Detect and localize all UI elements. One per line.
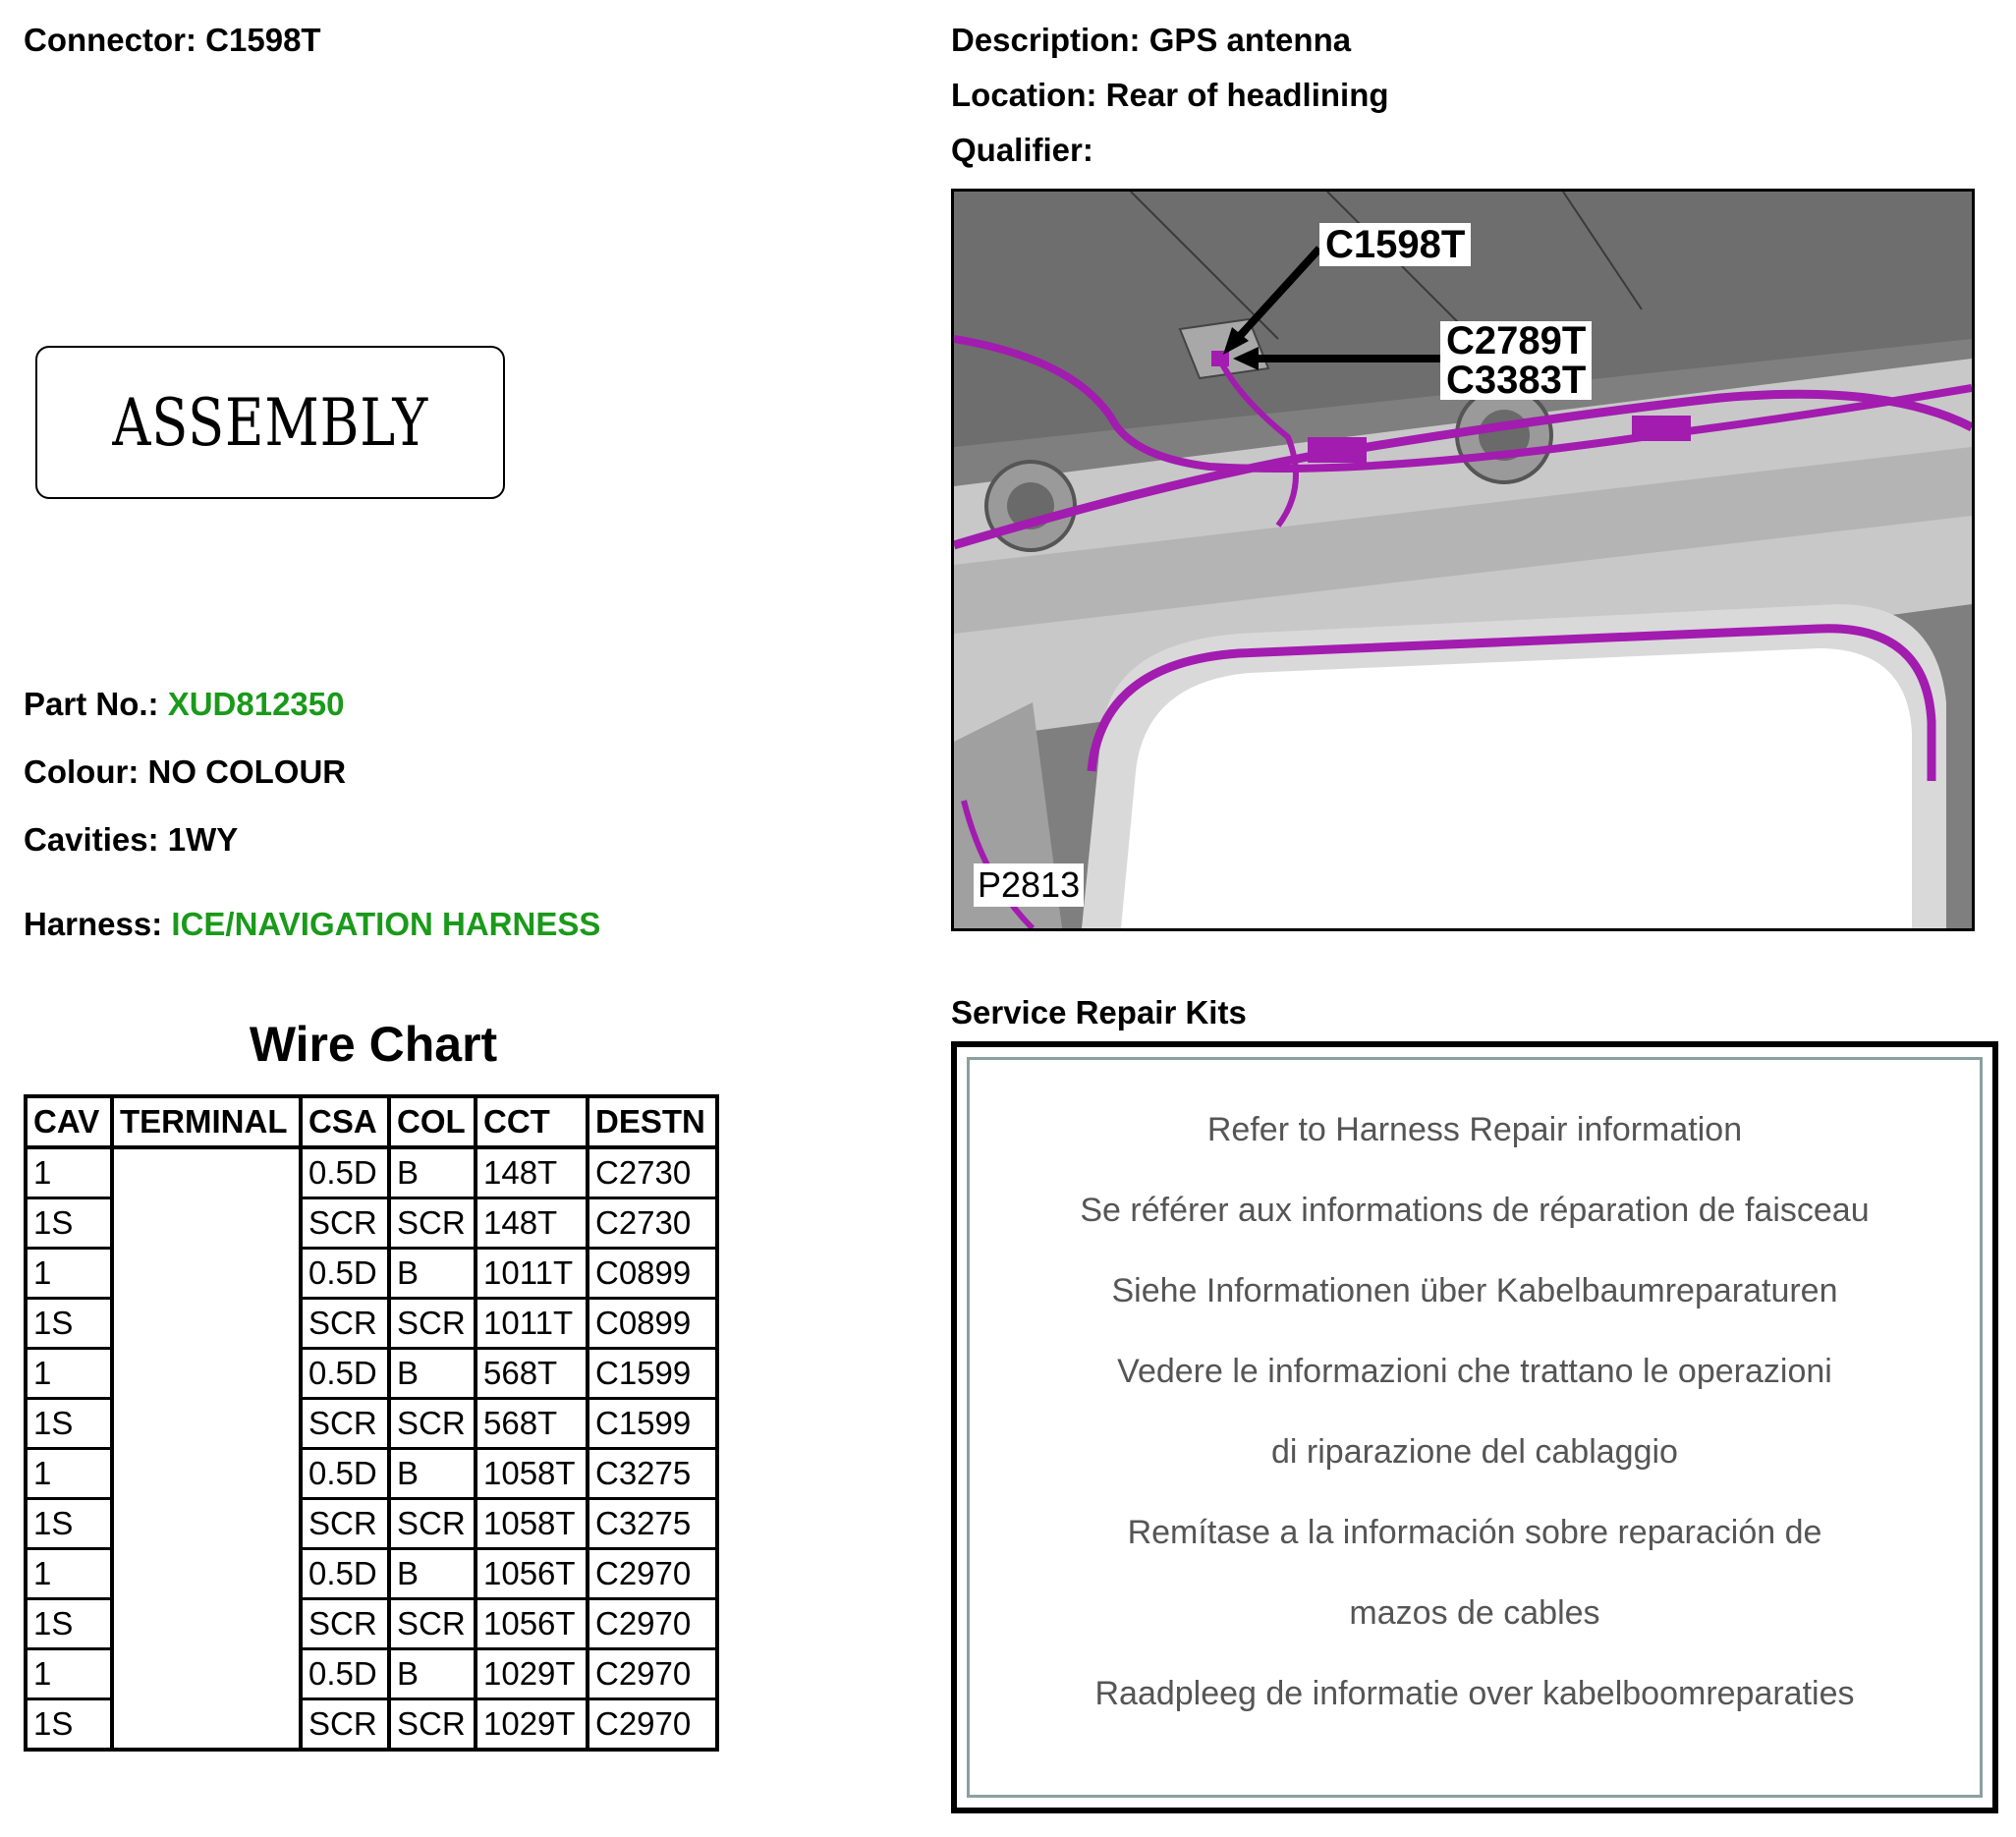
cell-cct: 1058T bbox=[476, 1449, 588, 1499]
cell-cct: 1056T bbox=[476, 1599, 588, 1649]
repair-line-en: Refer to Harness Repair information bbox=[1206, 1111, 1743, 1148]
harness-connector-shape bbox=[1308, 437, 1367, 463]
cell-csa: 0.5D bbox=[301, 1147, 389, 1198]
cell-cav: 1 bbox=[26, 1649, 112, 1699]
cell-csa: SCR bbox=[301, 1198, 389, 1249]
col-header-cav: CAV bbox=[26, 1096, 112, 1147]
cell-col: B bbox=[389, 1249, 476, 1299]
location-value: Rear of headlining bbox=[1105, 77, 1389, 113]
cell-cct: 148T bbox=[476, 1198, 588, 1249]
cavities-field bbox=[24, 821, 238, 859]
cell-cct: 568T bbox=[476, 1349, 588, 1399]
cell-csa: SCR bbox=[301, 1699, 389, 1751]
cell-terminal bbox=[112, 1549, 301, 1599]
headlining-illustration bbox=[954, 192, 1972, 928]
cell-col: B bbox=[389, 1349, 476, 1399]
table-row bbox=[26, 1399, 717, 1449]
sunroof-opening-shape bbox=[1121, 648, 1912, 928]
cell-col: SCR bbox=[389, 1699, 476, 1751]
cavities-value: 1WY bbox=[167, 821, 239, 858]
callout-c3383t: C3383T bbox=[1446, 359, 1587, 402]
cell-cav: 1 bbox=[26, 1449, 112, 1499]
repair-line-it-2: di riparazione del cablaggio bbox=[1271, 1433, 1678, 1471]
cell-cct: 1029T bbox=[476, 1699, 588, 1751]
cell-cav: 1 bbox=[26, 1147, 112, 1198]
callout-c1598t: C1598T bbox=[1319, 223, 1471, 266]
cell-cav: 1S bbox=[26, 1599, 112, 1649]
cell-col: SCR bbox=[389, 1399, 476, 1449]
table-row bbox=[26, 1147, 717, 1198]
col-header-cct: CCT bbox=[476, 1096, 588, 1147]
table-row bbox=[26, 1198, 717, 1249]
cell-destn: C3275 bbox=[588, 1499, 717, 1549]
cell-cct: 148T bbox=[476, 1147, 588, 1198]
cell-cav: 1 bbox=[26, 1549, 112, 1599]
cell-cct: 568T bbox=[476, 1399, 588, 1449]
cell-cav: 1S bbox=[26, 1198, 112, 1249]
col-header-destn: DESTN bbox=[588, 1096, 717, 1147]
col-header-terminal: TERMINAL bbox=[112, 1096, 301, 1147]
cell-csa: 0.5D bbox=[301, 1249, 389, 1299]
cell-csa: SCR bbox=[301, 1499, 389, 1549]
cell-terminal bbox=[112, 1649, 301, 1699]
harness-link[interactable]: ICE/NAVIGATION HARNESS bbox=[171, 906, 601, 942]
wire-chart-table bbox=[24, 1094, 719, 1752]
cell-destn: C3275 bbox=[588, 1449, 717, 1499]
repair-line-es-1: Remítase a la información sobre reparación de bbox=[1127, 1514, 1822, 1551]
connector-value: C1598T bbox=[205, 22, 321, 58]
cell-terminal bbox=[112, 1399, 301, 1449]
cell-destn: C2970 bbox=[588, 1699, 717, 1751]
repair-line-it-1: Vedere le informazioni che trattano le operazioni bbox=[1117, 1353, 1832, 1390]
repair-line-de: Siehe Informationen über Kabelbaumreparaturen bbox=[1111, 1272, 1838, 1309]
table-row bbox=[26, 1649, 717, 1699]
cell-destn: C2970 bbox=[588, 1549, 717, 1599]
cell-destn: C1599 bbox=[588, 1399, 717, 1449]
location-photo bbox=[951, 189, 1975, 931]
colour-value: NO COLOUR bbox=[147, 753, 347, 790]
cell-col: SCR bbox=[389, 1599, 476, 1649]
cell-col: SCR bbox=[389, 1499, 476, 1549]
callout-c2789t: C2789T bbox=[1446, 319, 1587, 362]
cell-cav: 1S bbox=[26, 1299, 112, 1349]
cell-col: B bbox=[389, 1147, 476, 1198]
cell-cav: 1S bbox=[26, 1499, 112, 1549]
assembly-box bbox=[35, 346, 505, 499]
image-reference: P2813 bbox=[974, 863, 1084, 907]
table-row bbox=[26, 1699, 717, 1751]
table-row bbox=[26, 1299, 717, 1349]
table-row bbox=[26, 1549, 717, 1599]
repair-line-fr: Se référer aux informations de réparation de faisceau bbox=[1080, 1192, 1870, 1229]
cell-csa: 0.5D bbox=[301, 1449, 389, 1499]
cell-csa: 0.5D bbox=[301, 1549, 389, 1599]
cell-col: B bbox=[389, 1649, 476, 1699]
cell-csa: SCR bbox=[301, 1399, 389, 1449]
description-label: Description: bbox=[951, 22, 1141, 58]
cell-col: SCR bbox=[389, 1299, 476, 1349]
cell-terminal bbox=[112, 1198, 301, 1249]
cell-terminal bbox=[112, 1699, 301, 1751]
assembly-label: ASSEMBLY bbox=[112, 384, 428, 461]
harness-field bbox=[24, 906, 600, 943]
cell-destn: C2970 bbox=[588, 1599, 717, 1649]
harness-label: Harness: bbox=[24, 906, 163, 942]
harness-connector-shape bbox=[1632, 416, 1691, 441]
cell-terminal bbox=[112, 1349, 301, 1399]
cell-destn: C2730 bbox=[588, 1198, 717, 1249]
cell-destn: C1599 bbox=[588, 1349, 717, 1399]
location-label: Location: bbox=[951, 77, 1097, 113]
table-row bbox=[26, 1449, 717, 1499]
description-value: GPS antenna bbox=[1148, 22, 1352, 58]
part-no-link[interactable]: XUD812350 bbox=[167, 686, 345, 722]
cell-cct: 1011T bbox=[476, 1299, 588, 1349]
cell-destn: C0899 bbox=[588, 1249, 717, 1299]
cell-csa: 0.5D bbox=[301, 1649, 389, 1699]
cell-cav: 1 bbox=[26, 1249, 112, 1299]
cell-destn: C0899 bbox=[588, 1299, 717, 1349]
service-repair-inner bbox=[967, 1057, 1983, 1798]
cell-destn: C2970 bbox=[588, 1649, 717, 1699]
cell-terminal bbox=[112, 1599, 301, 1649]
col-header-col: COL bbox=[389, 1096, 476, 1147]
qualifier-field bbox=[951, 132, 1093, 169]
part-no-label: Part No.: bbox=[24, 686, 159, 722]
repair-line-es-2: mazos de cables bbox=[1349, 1594, 1600, 1632]
cell-terminal bbox=[112, 1299, 301, 1349]
cell-cav: 1S bbox=[26, 1699, 112, 1751]
qualifier-label: Qualifier: bbox=[951, 132, 1093, 168]
cell-cct: 1029T bbox=[476, 1649, 588, 1699]
cell-cav: 1S bbox=[26, 1399, 112, 1449]
cell-terminal bbox=[112, 1499, 301, 1549]
table-row bbox=[26, 1599, 717, 1649]
cell-cct: 1056T bbox=[476, 1549, 588, 1599]
cell-csa: SCR bbox=[301, 1299, 389, 1349]
col-header-csa: CSA bbox=[301, 1096, 389, 1147]
callout-c2789t-c3383t bbox=[1440, 321, 1592, 400]
connector-label: Connector: bbox=[24, 22, 196, 58]
description-field bbox=[951, 22, 1351, 59]
colour-label: Colour: bbox=[24, 753, 140, 790]
wire-chart-header-row bbox=[26, 1096, 717, 1147]
table-row bbox=[26, 1349, 717, 1399]
cell-terminal bbox=[112, 1249, 301, 1299]
antenna-connector-shape bbox=[1211, 351, 1229, 366]
wire-chart-title: Wire Chart bbox=[249, 1017, 498, 1072]
part-no-field bbox=[24, 686, 344, 723]
cell-col: SCR bbox=[389, 1198, 476, 1249]
connector-field bbox=[24, 22, 321, 59]
service-repair-box bbox=[951, 1041, 1998, 1813]
table-row bbox=[26, 1499, 717, 1549]
cell-csa: SCR bbox=[301, 1599, 389, 1649]
cavities-label: Cavities: bbox=[24, 821, 159, 858]
service-repair-title: Service Repair Kits bbox=[951, 994, 1247, 1030]
cell-destn: C2730 bbox=[588, 1147, 717, 1198]
cell-col: B bbox=[389, 1549, 476, 1599]
cell-cav: 1 bbox=[26, 1349, 112, 1399]
location-field bbox=[951, 77, 1389, 114]
cell-cct: 1058T bbox=[476, 1499, 588, 1549]
cell-cct: 1011T bbox=[476, 1249, 588, 1299]
repair-line-nl: Raadpleeg de informatie over kabelboomreparaties bbox=[1094, 1675, 1855, 1712]
table-row bbox=[26, 1249, 717, 1299]
cell-terminal bbox=[112, 1147, 301, 1198]
colour-field bbox=[24, 753, 346, 791]
cell-col: B bbox=[389, 1449, 476, 1499]
cell-csa: 0.5D bbox=[301, 1349, 389, 1399]
cell-terminal bbox=[112, 1449, 301, 1499]
